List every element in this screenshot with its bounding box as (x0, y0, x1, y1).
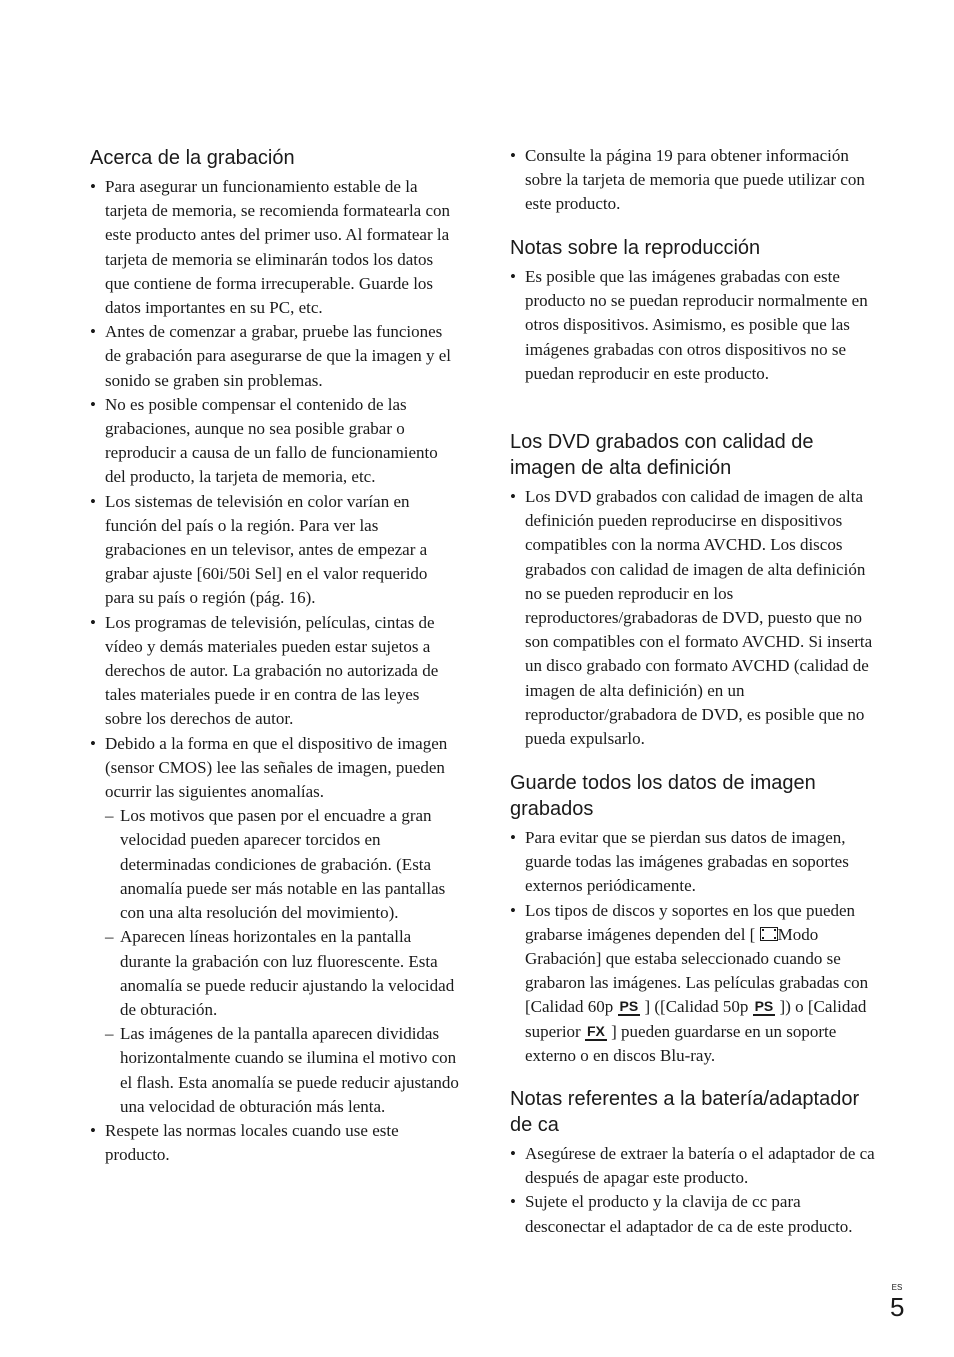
bullet-icon: • (90, 612, 96, 632)
bullet-icon: • (90, 1120, 96, 1140)
bullet-icon: • (510, 900, 516, 920)
language-code: ES (891, 1283, 903, 1292)
list-item: • Para asegurar un funcionamiento estable de la tarjeta de memoria, se recomienda formatearla con este producto antes del primer uso. Al formatear la tarjeta de memoria se eliminarán todos los datos que contiene de forma irrecuperable. Guarde los datos importantes en su PC, etc. (90, 177, 451, 318)
list-item: • Sujete el producto y la clavija de cc para desconectar el adaptador de ca de este producto. (510, 1192, 853, 1236)
ps-quality-icon: PS (754, 998, 774, 1015)
fx-quality-icon: FX (586, 1022, 605, 1039)
list-dvd (510, 485, 885, 751)
list-item: • Los tipos de discos y soportes en los que pueden grabarse imágenes dependen del [ Modo Grabación] que estaba seleccionado cuando se grabaron las imágenes. Las películas grabadas con [Calidad 60p PS ] ([Calidad 50p PS ]) o [Calidad superior FX ] pueden guardarse en un soporte externo o en discos Blu-ray. (510, 900, 869, 1065)
list-item: • Los DVD grabados con calidad de imagen de alta definición pueden reproducirse en dispositivos compatibles con la norma AVCHD. Los discos grabados con calidad de imagen de alta definición no se pueden reproducir en los reproductores/grabadoras de DVD, puesto que no son compatibles con el formato AVCHD. Si inserta un disco grabado con formato AVCHD (calidad de imagen de alta definición) en un reproductor/grabadora de DVD, es posible que no pueda expulsarlo. (510, 487, 873, 749)
heading-dvd-alta-definicion: Los DVD grabados con calidad de imagen de alta definición (510, 431, 814, 479)
list-reproduccion (510, 265, 885, 386)
heading-reproduccion: Notas sobre la reproducción (510, 237, 761, 259)
bullet-icon: • (90, 177, 96, 196)
list-item: • Debido a la forma en que el dispositivo de imagen (sensor CMOS) lee las señales de imagen, pueden ocurrir las siguientes anomalías. – Los motivos que pasen por el encuadre a gran velocidad pueden aparecer torcidos en determinadas condiciones de grabación. (Esta anomalía puede ser más notable en las pantallas con una alta resolución del movimiento). – Aparecen líneas horizontales en la pantalla durante la grabación con luz fluorescente. Esta anomalía se puede reducir ajustando la velocidad de obturación. – Las imágenes de la pantalla aparecen divididas horizontalmente cuando se ilumina el motivo con el flash. Esta anomalía se puede reducir ajustando una velocidad de obturación más lenta. (90, 732, 460, 1119)
page-footer (890, 1283, 904, 1321)
heading-guarde-datos: Guarde todos los datos de imagen grabados (510, 772, 816, 820)
heading-acerca-grabacion: Acerca de la grabación (90, 147, 295, 169)
ps-quality-icon: PS (619, 998, 639, 1015)
page-number: 5 (890, 1292, 905, 1322)
bullet-icon: • (510, 1144, 516, 1163)
dash-icon: – (105, 1024, 114, 1044)
bullet-icon: • (90, 733, 96, 753)
bullet-icon: • (510, 146, 516, 165)
list-bateria (510, 1142, 885, 1239)
list-item: • Consulte la página 19 para obtener información sobre la tarjeta de memoria que puede utilizar con este producto. (510, 146, 865, 214)
list-item: • Antes de comenzar a grabar, pruebe las funciones de grabación para asegurarse de que la imagen y el sonido se graben sin problemas. (90, 322, 451, 390)
list-item: • Es posible que las imágenes grabadas con este producto no se puedan reproducir normalmente en otros dispositivos. Asimismo, es posible que las imágenes grabadas con otros dispositivos no se puedan reproducir en este producto. (510, 267, 868, 383)
list-item: • Asegúrese de extraer la batería o el adaptador de ca después de apagar este producto. (510, 1144, 875, 1188)
sub-list-item: – Aparecen líneas horizontales en la pantalla durante la grabación con luz fluorescente. Esta anomalía se puede reducir ajustando la velocidad de obturación. (105, 927, 455, 1019)
dash-icon: – (105, 927, 114, 947)
sub-list-item: – Los motivos que pasen por el encuadre a gran velocidad pueden aparecer torcidos en determinadas condiciones de grabación. (Esta anomalía puede ser más notable en las pantallas con una alta resolución del movimiento). (105, 806, 446, 923)
bullet-icon: • (510, 828, 516, 847)
sub-list-anomalias (105, 804, 460, 1119)
bullet-icon: • (510, 267, 516, 286)
list-memoria (510, 144, 885, 217)
list-item: • Los programas de televisión, películas, cintas de vídeo y demás materiales pueden estar sujetos a derechos de autor. La grabación no autorizada de tales materiales puede ir en contra de las leyes sobre los derechos de autor. (90, 612, 439, 729)
bullet-icon: • (90, 394, 96, 414)
list-item: • Los sistemas de televisión en color varían en función del país o la región. Para ver las grabaciones en un televisor, antes de empezar a grabar ajuste [60i/50i Sel] en el valor requerido para su país o región (pág. 16). (90, 491, 428, 608)
list-guarde-datos (510, 826, 885, 1068)
film-icon (760, 927, 778, 941)
bullet-icon: • (90, 491, 96, 511)
list-item: • Respete las normas locales cuando use este producto. (90, 1120, 399, 1165)
bullet-icon: • (510, 487, 516, 506)
bullet-icon: • (90, 322, 96, 342)
sub-list-item: – Las imágenes de la pantalla aparecen divididas horizontalmente cuando se ilumina el motivo con el flash. Esta anomalía se puede reducir ajustando una velocidad de obturación más lenta. (105, 1024, 459, 1116)
list-item: • No es posible compensar el contenido de las grabaciones, aunque no sea posible grabar o reproducir a causa de un fallo de funcionamiento del producto, la tarjeta de memoria, etc. (90, 394, 438, 487)
heading-bateria-adaptador: Notas referentes a la batería/adaptador de ca (510, 1088, 860, 1136)
list-grabacion (90, 175, 460, 1167)
bullet-icon: • (510, 1192, 516, 1212)
dash-icon: – (105, 806, 114, 826)
list-item: • Para evitar que se pierdan sus datos de imagen, guarde todas las imágenes grabadas en soportes externos periódicamente. (510, 828, 849, 896)
